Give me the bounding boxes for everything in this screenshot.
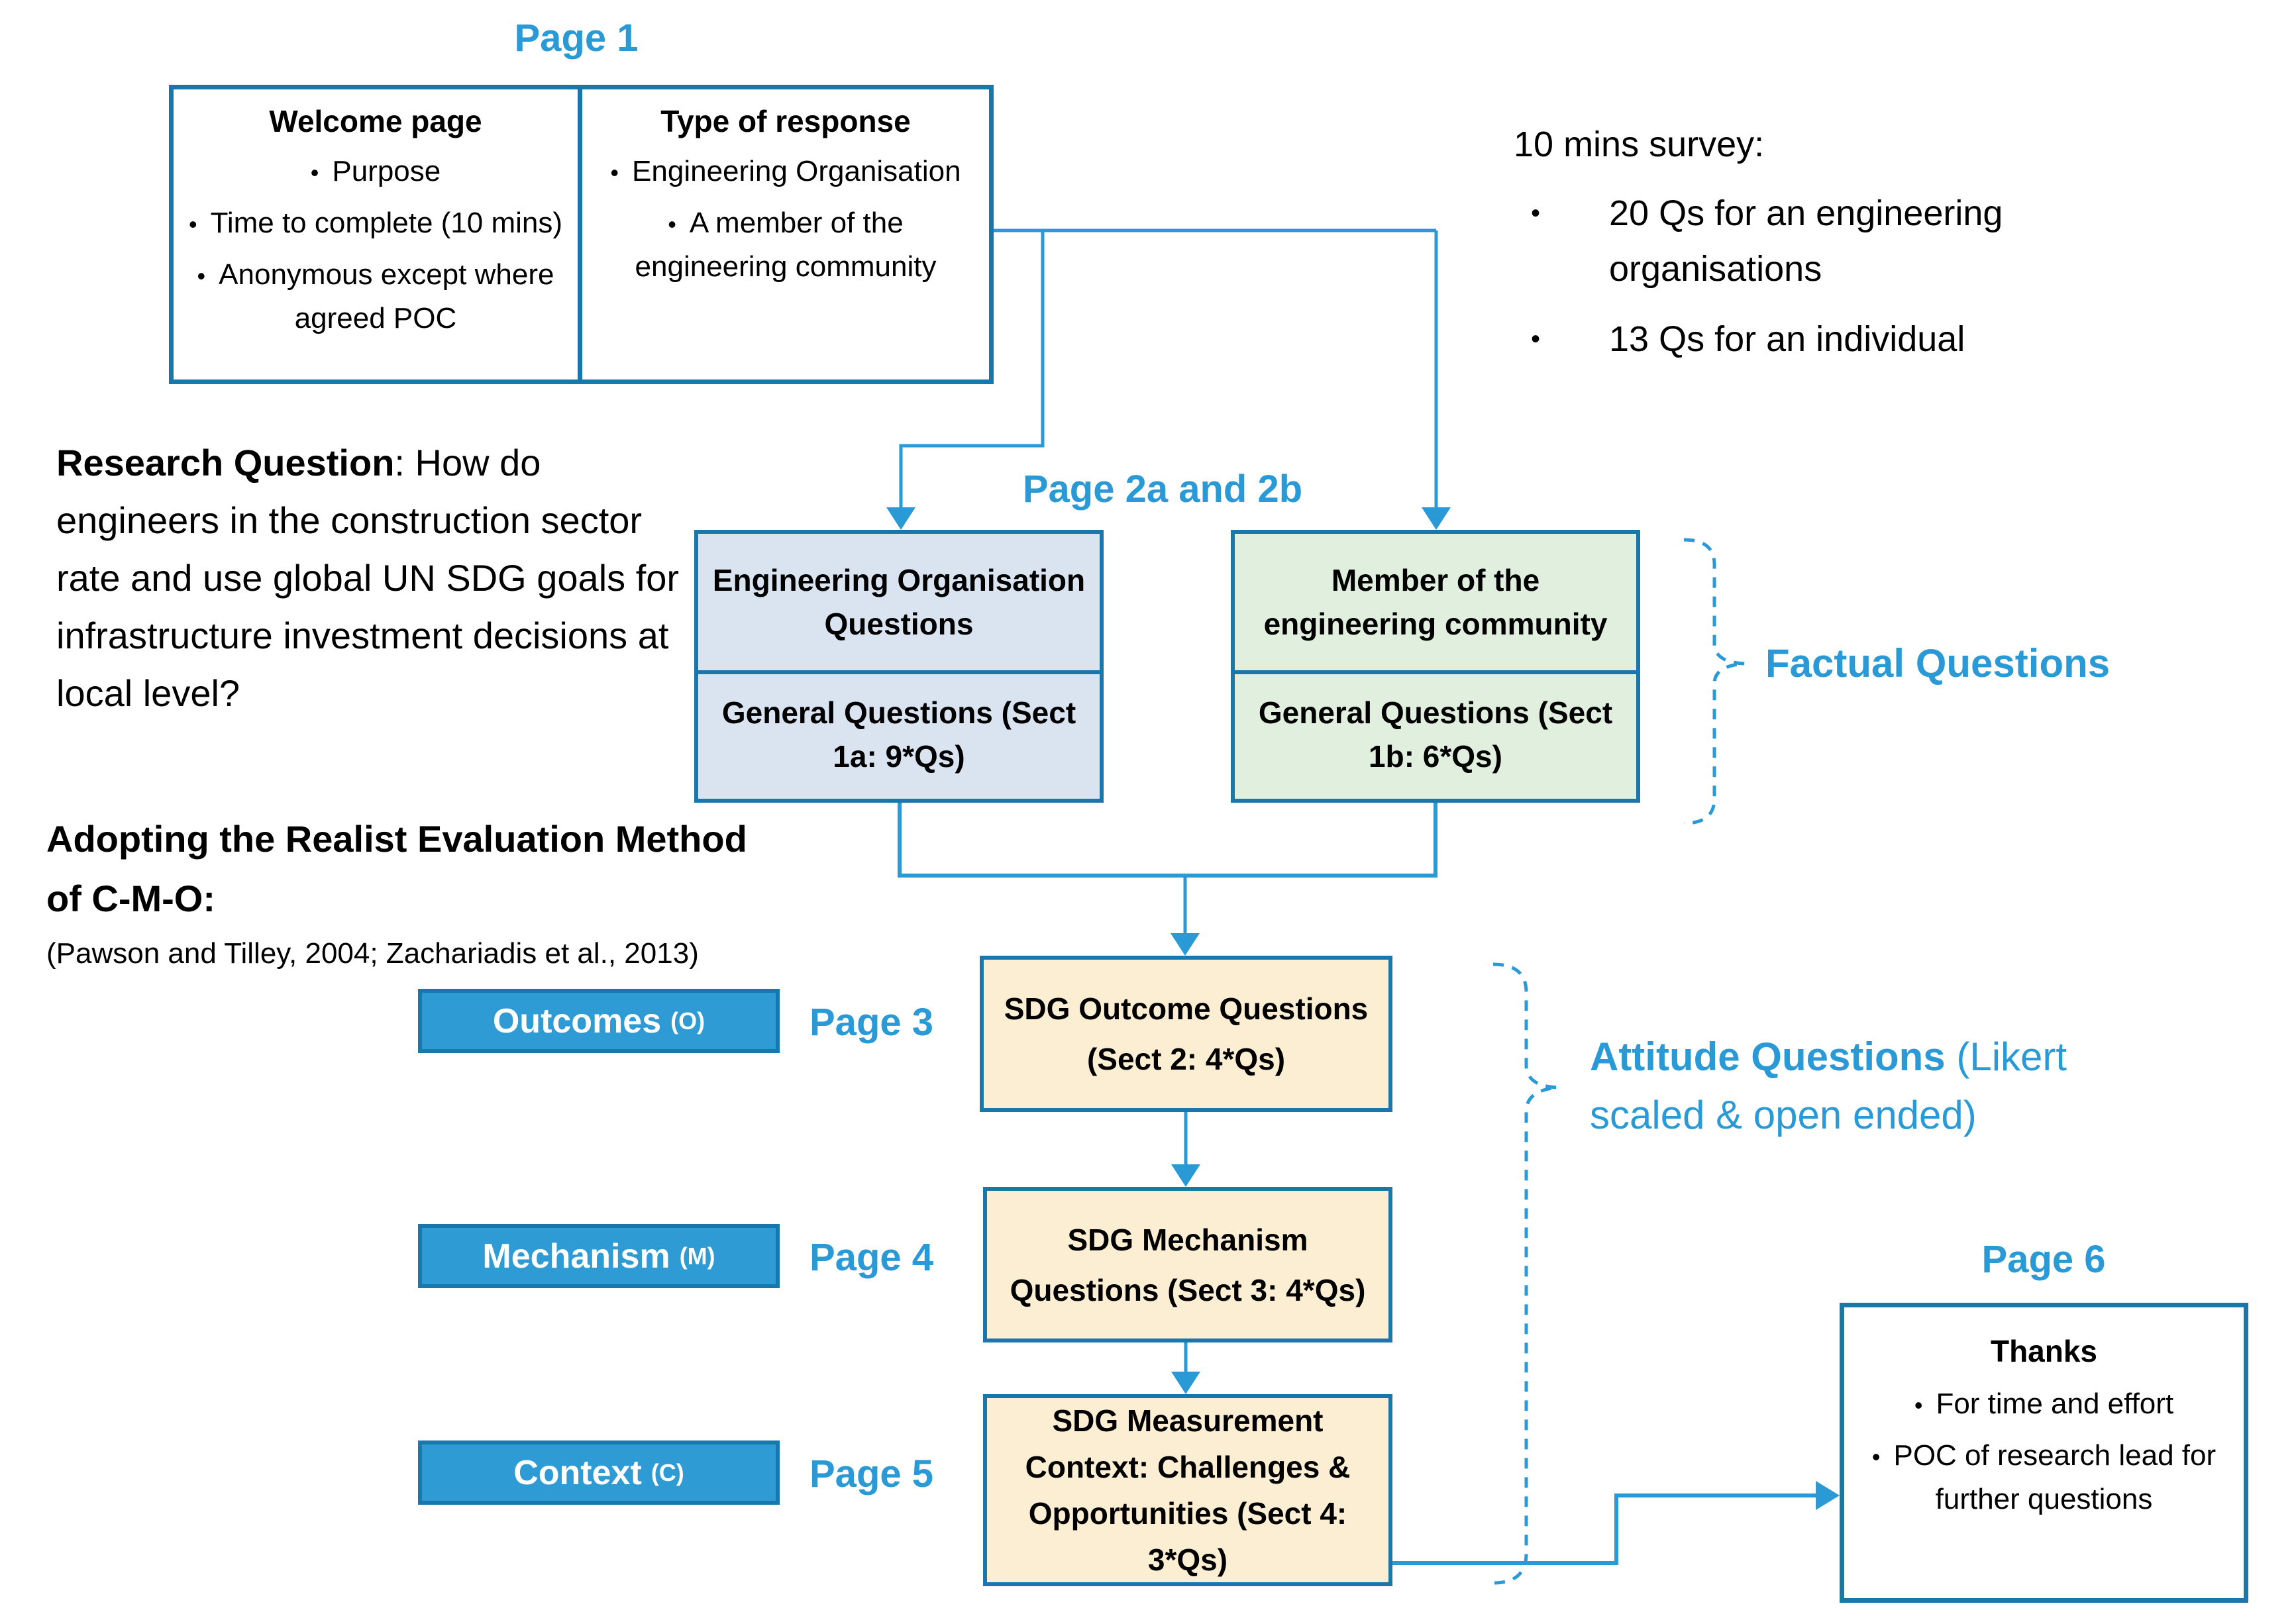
cmo-citation: (Pawson and Tilley, 2004; Zachariadis et al., 2013) xyxy=(46,937,699,970)
survey-note-title: 10 mins survey: xyxy=(1514,125,1765,164)
member-community-box xyxy=(1231,530,1640,803)
welcome-page-cell xyxy=(174,89,582,379)
thanks-title: Thanks xyxy=(1990,1334,2098,1368)
factual-brace-icon xyxy=(1684,540,1745,823)
type-of-response-cell xyxy=(582,89,989,379)
thanks-bullet: • POC of research lead for further questions xyxy=(1860,1435,2228,1521)
page4-label: Page 4 xyxy=(809,1236,933,1279)
engineering-organisation-box xyxy=(694,530,1104,803)
engineering-organisation-title: Engineering Organisation Questions xyxy=(712,563,1086,641)
page5-label: Page 5 xyxy=(809,1452,933,1495)
arrowhead-down-icon xyxy=(1171,1164,1200,1187)
research-question xyxy=(56,434,692,722)
attitude-questions-label: Attitude Questions (Likert scaled & open ended) xyxy=(1590,1035,2067,1137)
factual-questions-label: Factual Questions xyxy=(1765,641,2111,685)
cmo-heading: Adopting the Realist Evaluation Method of C-M-O: xyxy=(46,818,747,919)
page6-label: Page 6 xyxy=(1981,1238,2106,1281)
mechanism-button: Mechanism (M) xyxy=(418,1224,780,1288)
connector-line xyxy=(1392,1495,1816,1563)
page1-box xyxy=(169,85,994,384)
attitude-brace-icon xyxy=(1493,964,1558,1583)
arrowhead-down-icon xyxy=(1171,933,1200,956)
outcomes-button: Outcomes (O) xyxy=(418,989,780,1053)
engineering-organisation-sub: General Questions (Sect 1a: 9*Qs) xyxy=(721,695,1076,774)
bullet-dot: • xyxy=(1531,199,1541,228)
sdg-measurement-box: SDG Measurement Context: Challenges & Opportunities (Sect 4: 3*Qs) xyxy=(983,1394,1392,1586)
welcome-bullet: • Time to complete (10 mins) xyxy=(185,202,566,246)
bullet-dot: • xyxy=(1531,325,1541,354)
survey-note xyxy=(1514,118,2269,367)
page1-label: Page 1 xyxy=(514,17,639,60)
sdg-outcome-box: SDG Outcome Questions (Sect 2: 4*Qs) xyxy=(980,956,1392,1112)
page3-label: Page 3 xyxy=(809,1001,933,1044)
member-community-title: Member of the engineering community xyxy=(1263,563,1608,641)
arrowhead-down-icon xyxy=(886,507,915,530)
arrowhead-down-icon xyxy=(1422,507,1451,530)
survey-note-bullet: • 20 Qs for an engineering organisations xyxy=(1514,185,2269,297)
member-community-sub: General Questions (Sect 1b: 6*Qs) xyxy=(1258,695,1613,774)
thanks-box xyxy=(1840,1303,2248,1603)
welcome-bullet: • Anonymous except where agreed POC xyxy=(185,254,566,340)
response-bullet: • Engineering Organisation xyxy=(594,150,977,194)
response-bullet: • A member of the engineering community xyxy=(594,202,977,288)
connector-line xyxy=(900,803,1435,876)
thanks-bullet: • For time and effort xyxy=(1860,1383,2228,1427)
research-question-lead: Research Question xyxy=(56,442,395,483)
arrowhead-down-icon xyxy=(1171,1372,1200,1394)
response-title: Type of response xyxy=(660,104,911,138)
survey-note-bullet: • 13 Qs for an individual xyxy=(1514,311,2269,367)
sdg-mechanism-box: SDG Mechanism Questions (Sect 3: 4*Qs) xyxy=(983,1187,1392,1342)
research-question-rest: : How do engineers in the construction sector rate and use global UN SDG goals for infrastructure investment decisions at local level? xyxy=(56,442,680,714)
welcome-title: Welcome page xyxy=(269,104,482,138)
context-button: Context (C) xyxy=(418,1441,780,1505)
arrowhead-right-icon xyxy=(1816,1481,1840,1510)
welcome-bullet: • Purpose xyxy=(185,150,566,194)
page2-label: Page 2a and 2b xyxy=(1022,468,1303,511)
